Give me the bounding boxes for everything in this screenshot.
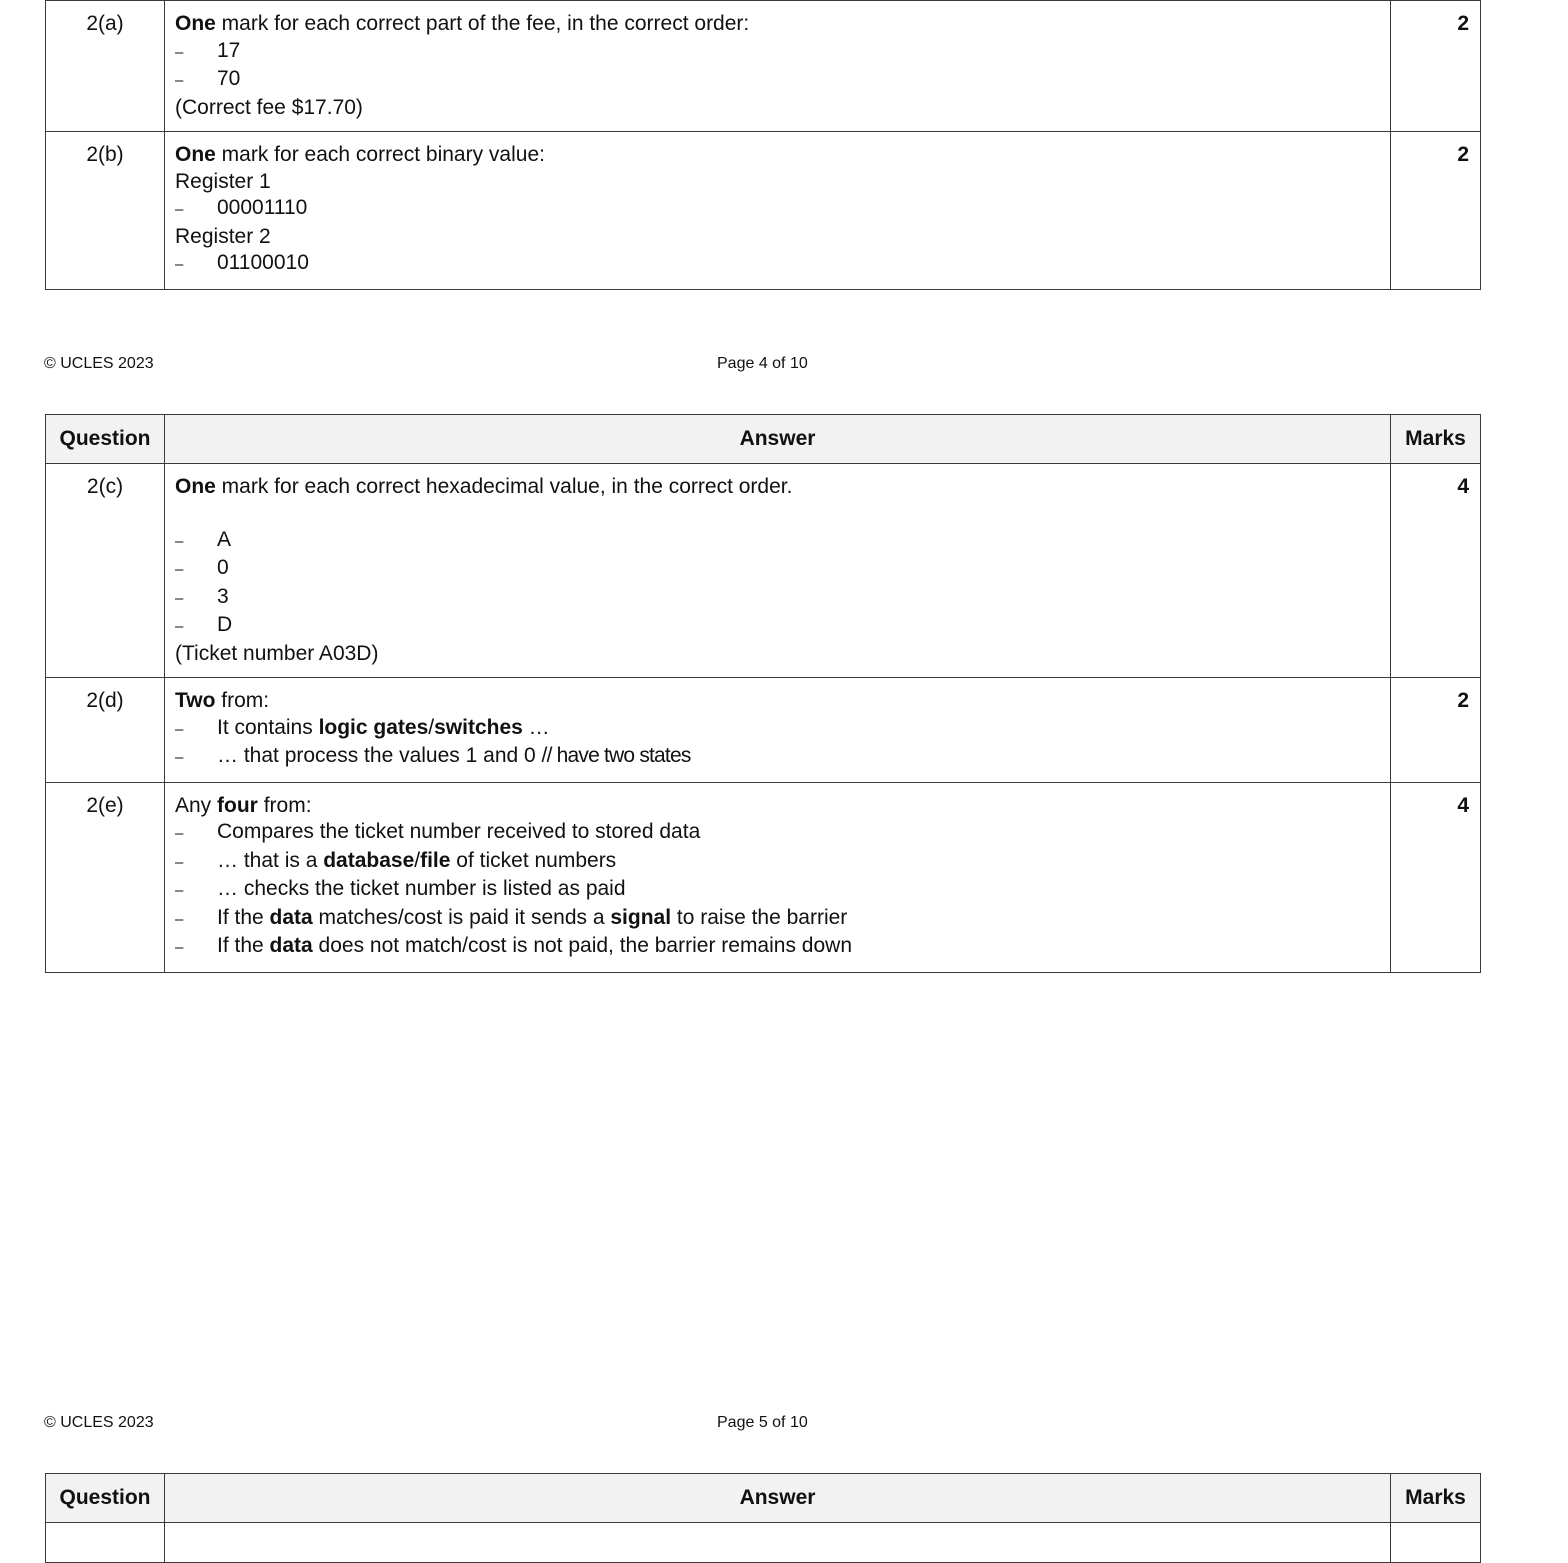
table-row <box>46 1523 1481 1563</box>
answer-intro: One mark for each correct part of the fee, in the correct order: <box>175 12 750 35</box>
list-item: – 0 <box>175 556 229 579</box>
table-row <box>46 132 1481 290</box>
table-header-row <box>46 1474 1481 1523</box>
register-label: Register 1 <box>175 169 271 193</box>
table-row <box>46 464 1481 678</box>
footer-page-number: Page 4 of 10 <box>717 355 808 372</box>
mark-scheme-table-page5 <box>45 414 1481 973</box>
list-item: – … checks the ticket number is listed as paid <box>175 877 626 900</box>
list-item: – 17 <box>175 38 241 62</box>
question-number: 2(c) <box>46 464 165 678</box>
column-header-answer: Answer <box>165 1474 1391 1523</box>
list-item: – … that process the values 1 and 0 // have two states <box>175 744 691 767</box>
marks-cell <box>1391 1523 1481 1563</box>
list-item: – 3 <box>175 584 229 608</box>
question-number: 2(d) <box>46 678 165 783</box>
table-row <box>46 678 1481 783</box>
column-header-question: Question <box>46 1474 165 1523</box>
question-number: 2(a) <box>46 1 165 132</box>
answer-cell <box>165 1523 1391 1563</box>
answer-intro: One mark for each correct binary value: <box>175 143 545 166</box>
answer-cell <box>165 678 1391 783</box>
marks-value: 2 <box>1391 678 1481 783</box>
register-label: Register 2 <box>175 224 271 248</box>
marks-value: 4 <box>1391 782 1481 972</box>
answer-cell <box>165 1 1391 132</box>
mark-scheme-table-page6 <box>45 1473 1481 1563</box>
question-number: 2(b) <box>46 132 165 290</box>
footer-copyright: © UCLES 2023 <box>44 1414 154 1431</box>
answer-cell <box>165 464 1391 678</box>
table-header-row <box>46 415 1481 464</box>
table-row <box>46 1 1481 132</box>
list-item: – If the data does not match/cost is not paid, the barrier remains down <box>175 934 852 957</box>
marks-value: 2 <box>1391 132 1481 290</box>
column-header-question: Question <box>46 415 165 464</box>
list-item: – … that is a database/file of ticket numbers <box>175 848 617 872</box>
table-row <box>46 782 1481 972</box>
answer-intro: Two from: <box>175 689 270 712</box>
marks-value: 4 <box>1391 464 1481 678</box>
column-header-marks: Marks <box>1391 415 1481 464</box>
list-item: – 00001110 <box>175 196 308 219</box>
list-item: – A <box>175 527 232 551</box>
list-item: – It contains logic gates/switches … <box>175 715 550 739</box>
list-item: – If the data matches/cost is paid it sends a signal to raise the barrier <box>175 905 848 929</box>
question-cell <box>46 1523 165 1563</box>
list-item: – 01100010 <box>175 251 309 274</box>
mark-scheme-table-page4 <box>45 0 1481 290</box>
marks-value: 2 <box>1391 1 1481 132</box>
spacer <box>175 501 1380 527</box>
question-number: 2(e) <box>46 782 165 972</box>
answer-note: (Correct fee $17.70) <box>175 95 363 119</box>
answer-intro: One mark for each correct hexadecimal value, in the correct order. <box>175 475 793 498</box>
answer-note: (Ticket number A03D) <box>175 641 379 665</box>
answer-intro: Any four from: <box>175 793 312 817</box>
answer-cell <box>165 782 1391 972</box>
column-header-answer: Answer <box>165 415 1391 464</box>
list-item: – D <box>175 613 233 636</box>
footer-page-number: Page 5 of 10 <box>717 1414 808 1431</box>
list-item: – 70 <box>175 67 241 90</box>
answer-cell <box>165 132 1391 290</box>
column-header-marks: Marks <box>1391 1474 1481 1523</box>
footer-copyright: © UCLES 2023 <box>44 355 154 372</box>
list-item: – Compares the ticket number received to stored data <box>175 820 701 843</box>
